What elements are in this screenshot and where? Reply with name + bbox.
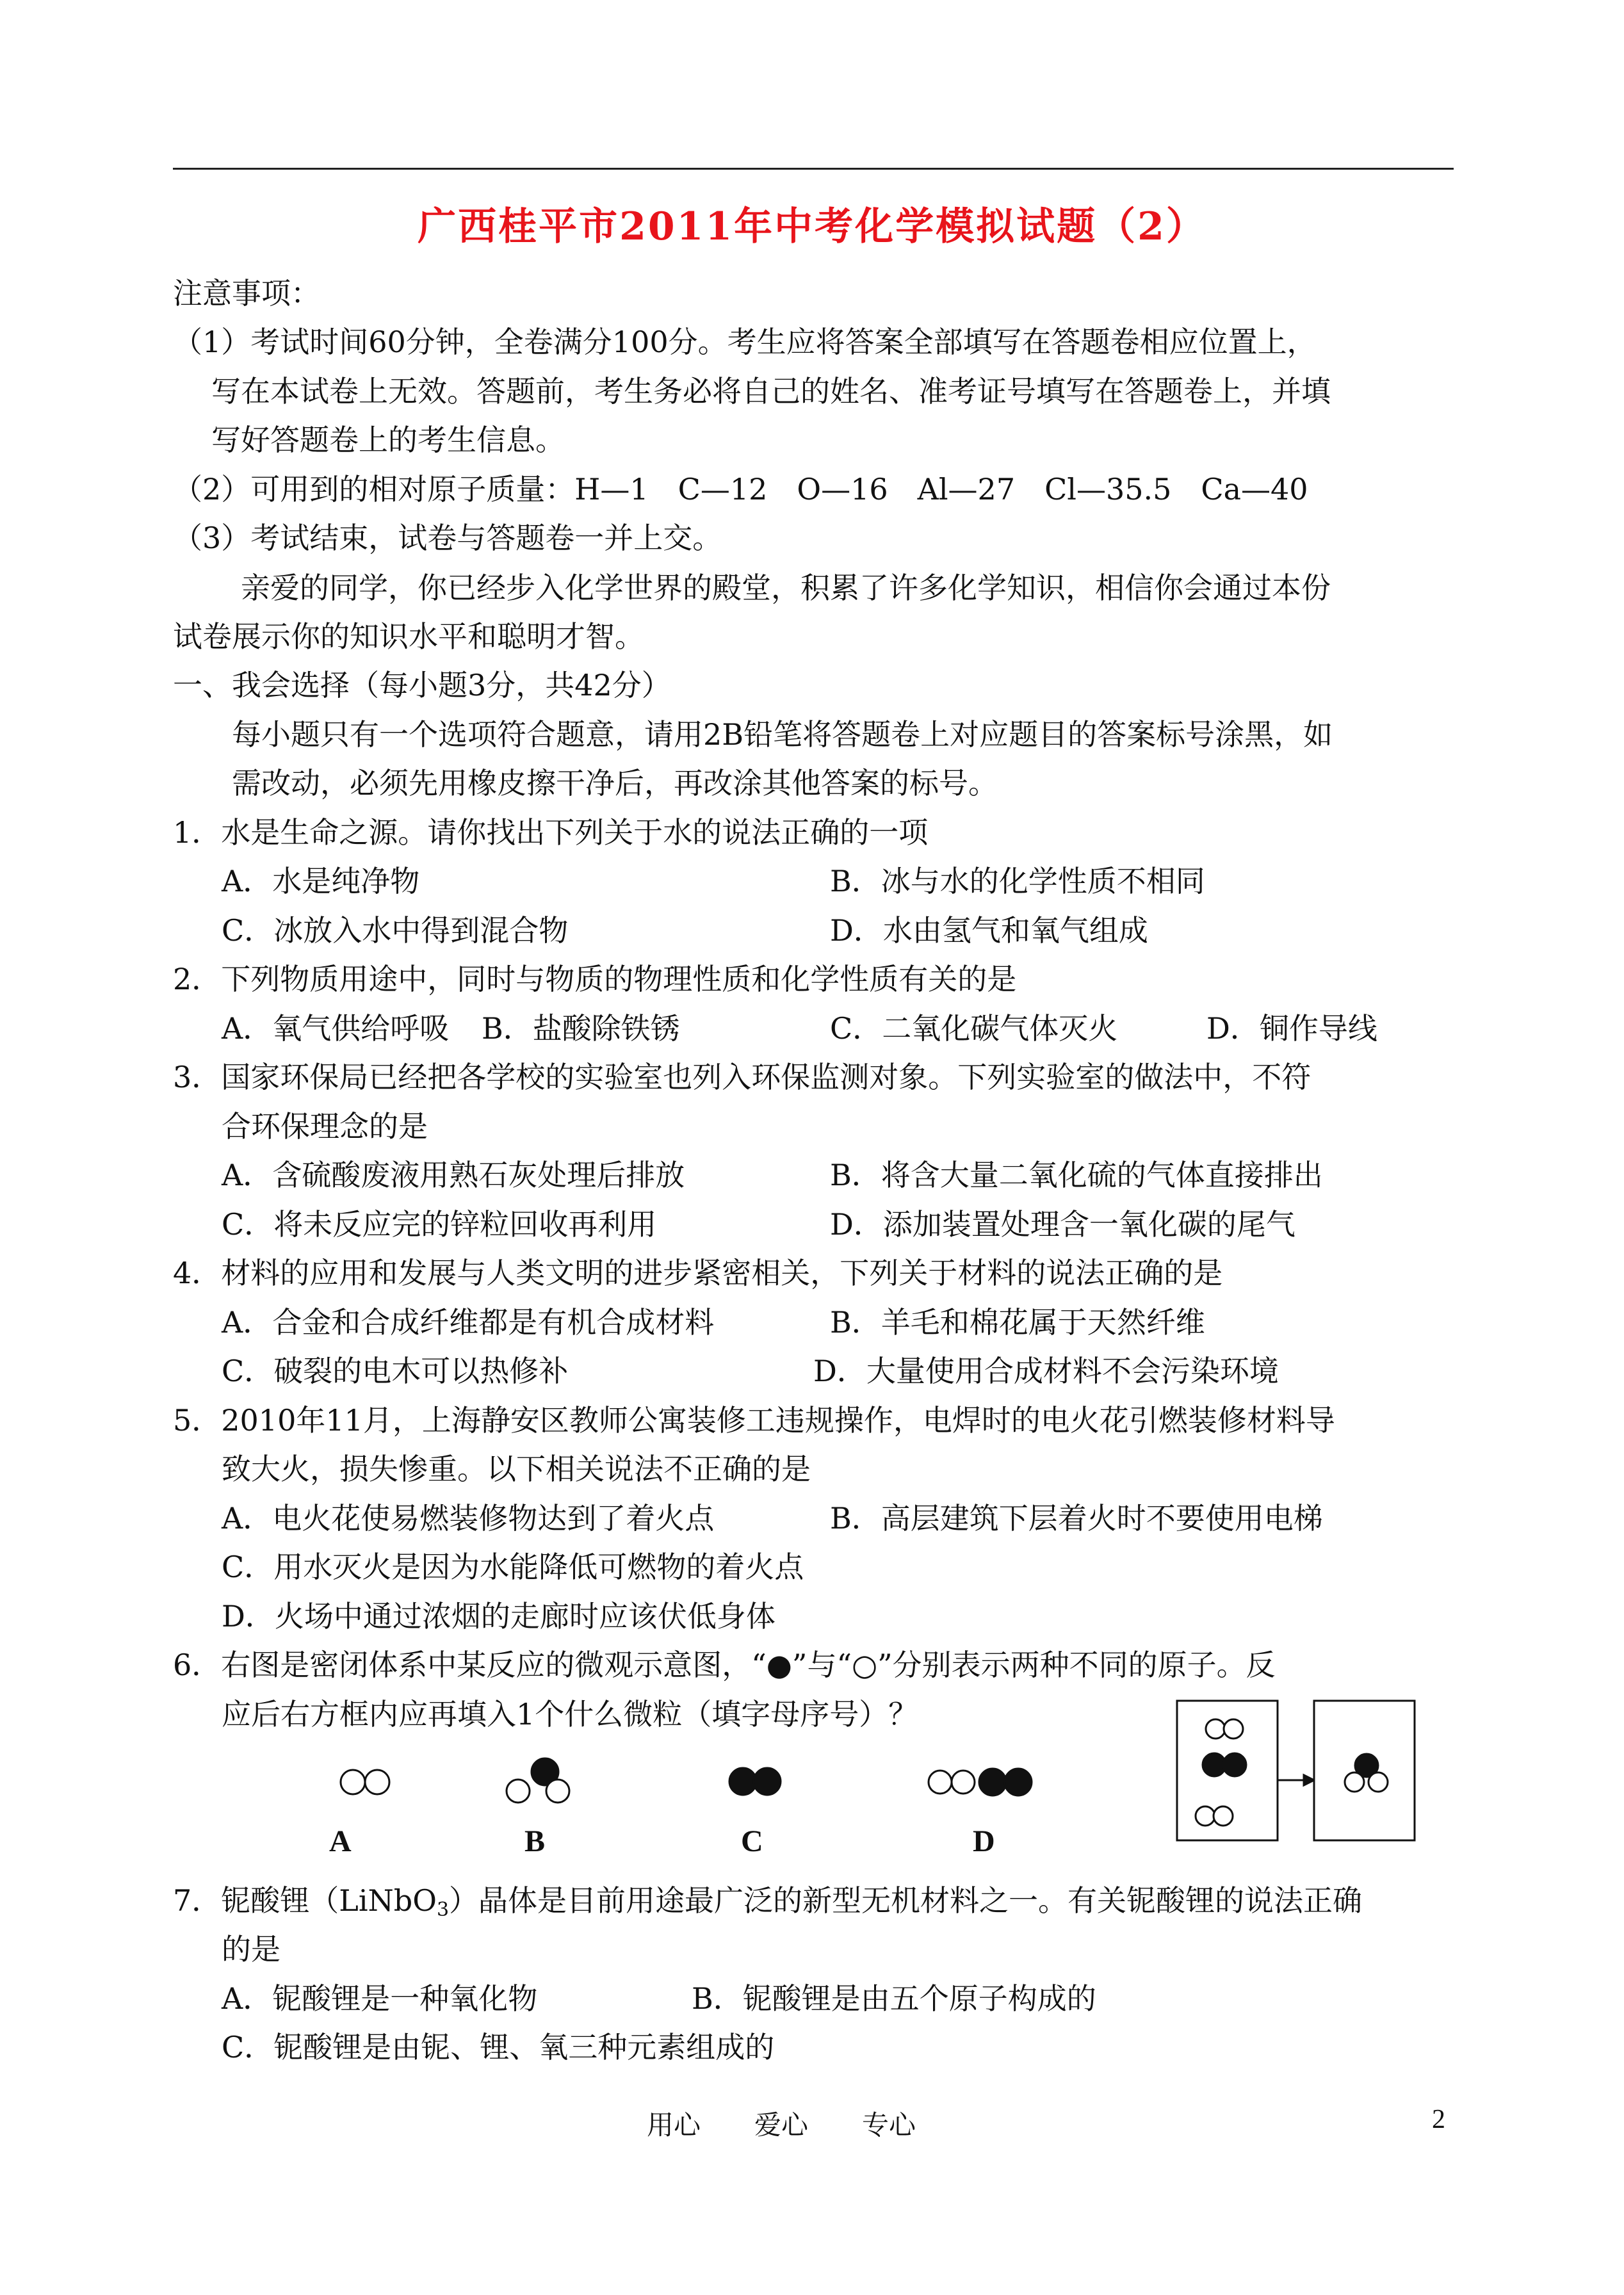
q7-option-a: A．铌酸锂是一种氧化物 [222,1981,538,2016]
q4-option-c: C．破裂的电木可以热修补 [222,1354,569,1388]
q4-stem: 4．材料的应用和发展与人类文明的进步紧密相关，下列关于材料的说法正确的是 [173,1256,1223,1290]
q1-option-b: B．冰与水的化学性质不相同 [830,864,1205,898]
particle-d-icon [929,1769,1032,1796]
q6-stem-line-1: 6．右图是密闭体系中某反应的微观示意图，“●”与“○”分别表示两种不同的原子。反 [173,1648,1276,1682]
notice-item-1-line-3: 写好答题卷上的考生信息。 [211,423,565,457]
q4-option-a: A．合金和合成纤维都是有机合成材料 [222,1305,715,1340]
q5-stem-line-2: 致大火，损失惨重。以下相关说法不正确的是 [222,1452,811,1486]
q7-stem-line-1 [173,1883,1363,1921]
footer-motto: 用心 爱心 专心 [647,2109,916,2141]
q6-label-d: D [973,1824,995,1858]
q5-option-d: D．火场中通过浓烟的走廊时应该伏低身体 [222,1599,775,1634]
q7-formula-subscript: 3 [436,1899,450,1921]
q3-option-d: D．添加装置处理含一氧化碳的尾气 [830,1207,1295,1242]
q7-option-c: C．铌酸锂是由铌、锂、氧三种元素组成的 [222,2030,775,2064]
q3-option-b: B．将含大量二氧化硫的气体直接排出 [830,1158,1323,1192]
notice-heading: 注意事项： [173,276,320,311]
q5-option-c: C．用水灭火是因为水能降低可燃物的着火点 [222,1550,804,1584]
section-instruction-line-2: 需改动，必须先用橡皮擦干净后，再改涂其他答案的标号。 [232,766,998,800]
notice-item-1-line-1: （1）考试时间60分钟，全卷满分100分。考生应将答案全部填写在答题卷相应位置上， [173,325,1317,359]
q2-option-b: B．盐酸除铁锈 [482,1011,680,1046]
section-instruction-line-1: 每小题只有一个选项符合题意，请用2B铅笔将答题卷上对应题目的答案标号涂黑，如 [232,717,1333,752]
intro-line-1: 亲爱的同学，你已经步入化学世界的殿堂，积累了许多化学知识，相信你会通过本份 [241,571,1331,605]
particle-b-icon [507,1758,569,1803]
reaction-after-box [1314,1701,1415,1840]
q1-option-a: A．水是纯净物 [222,864,420,898]
page-title: 广西桂平市2011年中考化学模拟试题（2） [418,204,1206,249]
q3-stem-line-2: 合环保理念的是 [222,1109,428,1144]
q7-stem-line-2: 的是 [222,1932,280,1967]
q4-option-d: D．大量使用合成材料不会污染环境 [813,1354,1279,1388]
q5-option-a: A．电火花使易燃装修物达到了着火点 [222,1501,715,1536]
q2-option-d: D．铜作导线 [1206,1011,1377,1046]
q6-stem-line-2: 应后右方框内应再填入1个什么微粒（填字母序号）？ [222,1697,918,1731]
page-number: 2 [1432,2105,1445,2134]
q2-stem: 2．下列物质用途中，同时与物质的物理性质和化学性质有关的是 [173,962,1017,996]
q7-stem-prefix: 7．铌酸锂（LiNbO [173,1883,437,1918]
notice-item-3: （3）考试结束，试卷与答题卷一并上交。 [173,521,722,555]
q5-option-b: B．高层建筑下层着火时不要使用电梯 [830,1501,1323,1536]
q7-option-b: B．铌酸锂是由五个原子构成的 [692,1981,1096,2016]
particle-a-icon [341,1770,389,1794]
q2-option-c: C．二氧化碳气体灭火 [830,1011,1118,1046]
q5-stem-line-1: 5．2010年11月，上海静安区教师公寓装修工违规操作，电焊时的电火花引燃装修材料导 [173,1403,1335,1438]
q6-label-a: A [329,1824,352,1858]
q6-label-b: B [524,1824,546,1858]
intro-line-2: 试卷展示你的知识水平和聪明才智。 [173,619,644,654]
q7-stem-suffix: ）晶体是目前用途最广泛的新型无机材料之一。有关铌酸锂的说法正确 [449,1883,1363,1918]
reaction-before-box [1177,1701,1278,1840]
q1-stem: 1．水是生命之源。请你找出下列关于水的说法正确的一项 [173,815,929,850]
q4-option-b: B．羊毛和棉花属于天然纤维 [830,1305,1205,1340]
notice-item-2: （2）可用到的相对原子质量：H—1 C—12 O—16 Al—27 Cl—35.5 Ca—40 [173,472,1308,507]
q3-option-c: C．将未反应完的锌粒回收再利用 [222,1207,657,1242]
q3-option-a: A．含硫酸废液用熟石灰处理后排放 [222,1158,685,1192]
q2-option-a: A．氧气供给呼吸 [222,1011,450,1046]
notice-item-1-line-2: 写在本试卷上无效。答题前，考生务必将自己的姓名、准考证号填写在答题卷上，并填 [211,374,1331,409]
section-heading: 一、我会选择（每小题3分，共42分） [173,668,671,702]
particle-c-icon [729,1768,781,1795]
q6-label-c: C [741,1824,763,1858]
q1-option-c: C．冰放入水中得到混合物 [222,913,569,948]
q3-stem-line-1: 3．国家环保局已经把各学校的实验室也列入环保监测对象。下列实验室的做法中，不符 [173,1060,1311,1094]
q1-option-d: D．水由氢气和氧气组成 [830,913,1148,948]
